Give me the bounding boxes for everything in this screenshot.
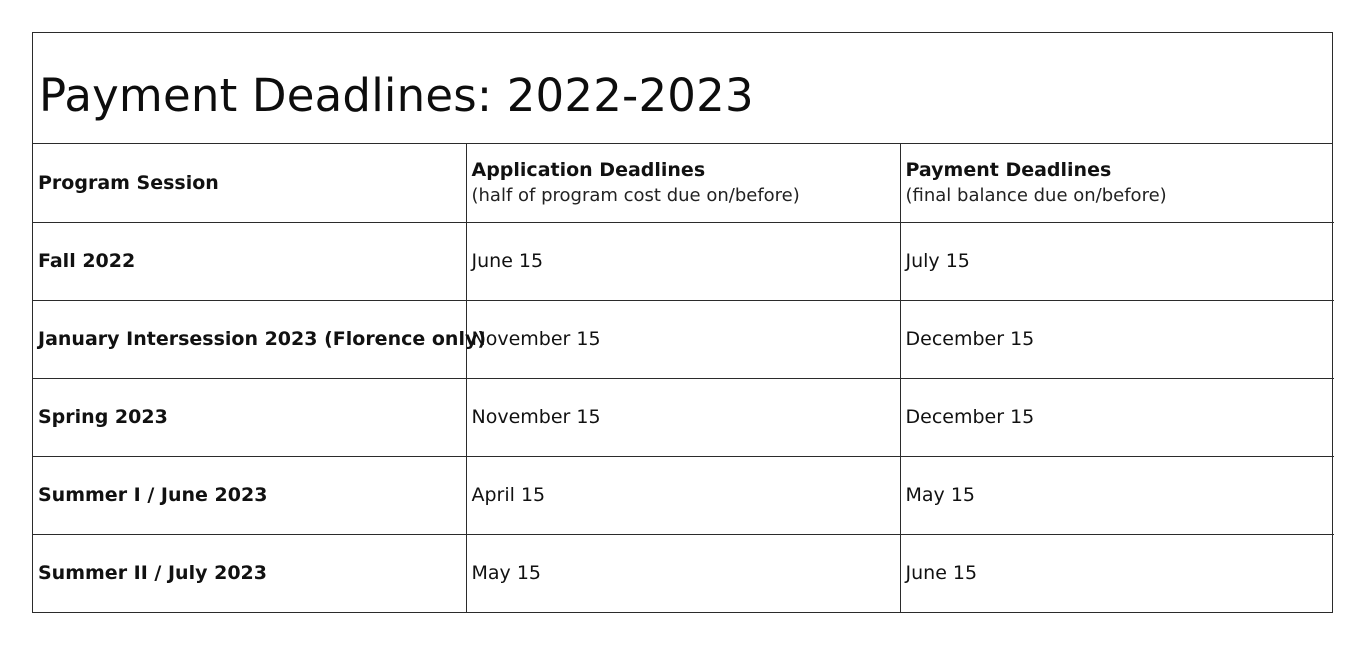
table-row bbox=[33, 378, 1334, 456]
payment-deadline-cell: May 15 bbox=[900, 456, 1334, 534]
application-deadline-cell: June 15 bbox=[466, 222, 900, 300]
application-deadline-cell: April 15 bbox=[466, 456, 900, 534]
page-title: Payment Deadlines: 2022-2023 bbox=[39, 68, 754, 122]
header-program-session: Program Session bbox=[33, 144, 466, 222]
deadlines-table bbox=[33, 144, 1334, 612]
session-cell: Summer II / July 2023 bbox=[33, 534, 466, 612]
session-cell: Summer I / June 2023 bbox=[33, 456, 466, 534]
payment-deadlines-sheet bbox=[32, 32, 1333, 613]
payment-deadline-cell: December 15 bbox=[900, 378, 1334, 456]
header-application-note: (half of program cost due on/before) bbox=[471, 184, 800, 206]
session-cell: January Intersession 2023 (Florence only) bbox=[33, 300, 466, 378]
header-payment-title: Payment Deadlines bbox=[905, 158, 1112, 181]
table-row bbox=[33, 222, 1334, 300]
header-payment-deadlines bbox=[900, 144, 1334, 222]
session-cell: Fall 2022 bbox=[33, 222, 466, 300]
session-cell: Spring 2023 bbox=[33, 378, 466, 456]
table-row bbox=[33, 534, 1334, 612]
application-deadline-cell: November 15 bbox=[466, 378, 900, 456]
application-deadline-cell: November 15 bbox=[466, 300, 900, 378]
table-row bbox=[33, 456, 1334, 534]
payment-deadline-cell: July 15 bbox=[900, 222, 1334, 300]
payment-deadline-cell: June 15 bbox=[905, 562, 978, 585]
header-application-title: Application Deadlines bbox=[471, 158, 706, 181]
header-application-deadlines bbox=[466, 144, 900, 222]
header-payment-note: (final balance due on/before) bbox=[905, 184, 1167, 206]
payment-deadline-cell: December 15 bbox=[900, 300, 1334, 378]
application-deadline-cell: May 15 bbox=[466, 534, 900, 612]
table-header-row bbox=[33, 144, 1334, 222]
table-row bbox=[33, 300, 1334, 378]
title-row bbox=[33, 33, 1332, 144]
